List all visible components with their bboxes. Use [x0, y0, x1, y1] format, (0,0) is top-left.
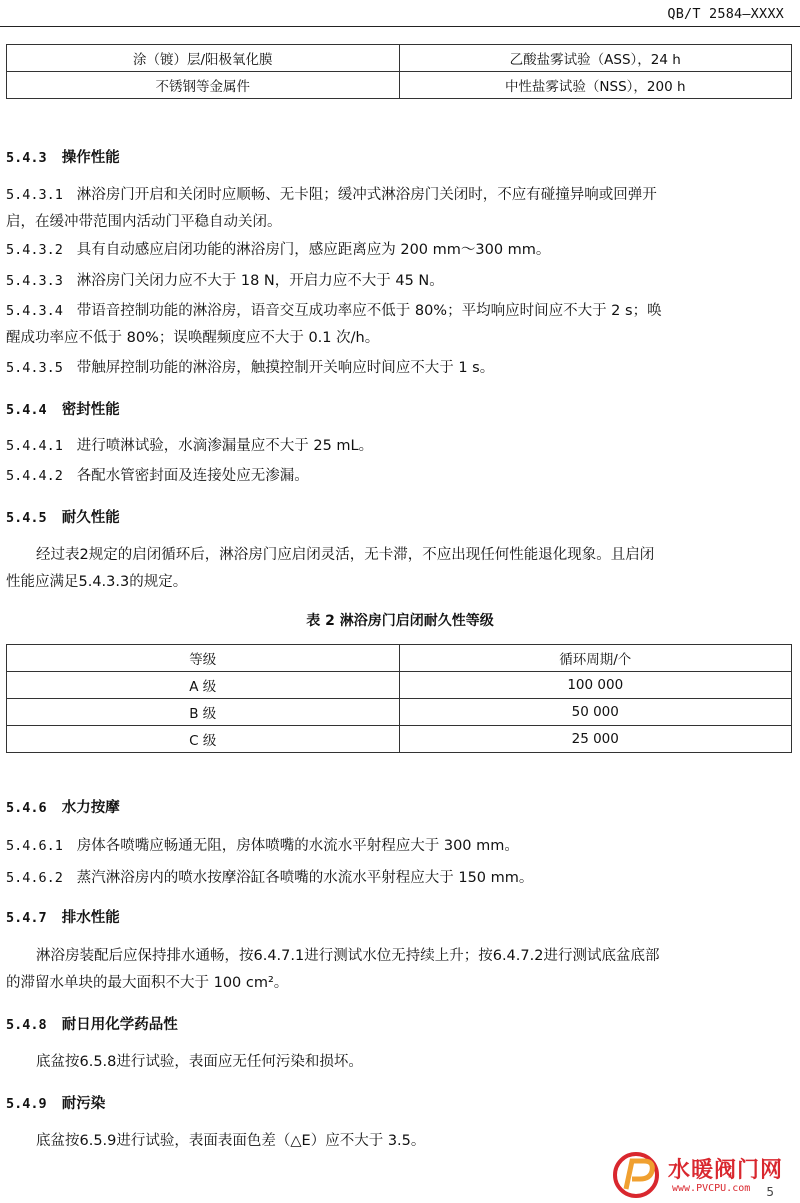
- paragraph-5-4-5: 经过表2规定的启闭循环后，淋浴房门应启闭灵活，无卡滞，不应出现任何性能退化现象。且启闭: [36, 547, 655, 563]
- table-2-caption: 表 2 淋浴房门启闭耐久性等级: [306, 613, 494, 629]
- page-number: 5: [766, 1185, 774, 1199]
- clause-5-4-3-1-cont: 启，在缓冲带范围内活动门平稳自动关闭。: [6, 214, 282, 230]
- table-cell: 50 000: [399, 699, 792, 726]
- durability-grade-table: [6, 644, 792, 753]
- paragraph-5-4-7-cont: 的滞留水单块的最大面积不大于 100 cm²。: [6, 975, 289, 991]
- section-heading-5-4-8: 5.4.8 耐日用化学药品性: [6, 1017, 178, 1033]
- clause-5-4-6-2: 5.4.6.2 蒸汽淋浴房内的喷水按摩浴缸各喷嘴的水流水平射程应大于 150 mm。: [6, 870, 534, 886]
- table-row: [7, 72, 792, 99]
- header-rule: [0, 26, 800, 27]
- table-row: [7, 672, 792, 699]
- table-row: [7, 45, 792, 72]
- clause-5-4-4-1: 5.4.4.1 进行喷淋试验，水滴渗漏量应不大于 25 mL。: [6, 438, 374, 454]
- corrosion-test-table: [6, 44, 792, 99]
- clause-5-4-4-2: 5.4.4.2 各配水管密封面及连接处应无渗漏。: [6, 468, 309, 484]
- document-code: QB/T 2584—XXXX: [667, 6, 784, 22]
- clause-5-4-6-1: 5.4.6.1 房体各喷嘴应畅通无阻，房体喷嘴的水流水平射程应大于 300 mm。: [6, 838, 519, 854]
- paragraph-5-4-5-cont: 性能应满足5.4.3.3的规定。: [6, 574, 188, 590]
- table-cell: 不锈钢等金属件: [7, 72, 400, 99]
- section-heading-5-4-4: 5.4.4 密封性能: [6, 402, 120, 418]
- table-cell: 中性盐雾试验（NSS），200 h: [399, 72, 792, 99]
- table-cell: A 级: [7, 672, 400, 699]
- table-cell: 25 000: [399, 726, 792, 753]
- section-heading-5-4-6: 5.4.6 水力按摩: [6, 800, 120, 816]
- table-cell: B 级: [7, 699, 400, 726]
- site-watermark-logo: [612, 1151, 792, 1199]
- paragraph-5-4-8: 底盆按6.5.8进行试验，表面应无任何污染和损坏。: [36, 1054, 363, 1070]
- clause-5-4-3-1: 5.4.3.1 淋浴房门开启和关闭时应顺畅、无卡阻；缓冲式淋浴房门关闭时，不应有碰撞异响或回弹开: [6, 187, 657, 203]
- clause-5-4-3-2: 5.4.3.2 具有自动感应启闭功能的淋浴房门，感应距离应为 200 mm～300 mm。: [6, 242, 551, 258]
- clause-5-4-3-3: 5.4.3.3 淋浴房门关闭力应不大于 18 N，开启力应不大于 45 N。: [6, 273, 444, 289]
- table-cell: 乙酸盐雾试验（ASS），24 h: [399, 45, 792, 72]
- column-header: 循环周期/个: [399, 645, 792, 672]
- section-heading-5-4-7: 5.4.7 排水性能: [6, 910, 120, 926]
- logo-url: www.PVCPU.com: [672, 1183, 751, 1194]
- table-cell: C 级: [7, 726, 400, 753]
- section-heading-5-4-5: 5.4.5 耐久性能: [6, 510, 120, 526]
- section-heading-5-4-9: 5.4.9 耐污染: [6, 1096, 106, 1112]
- logo-text: 水暖阀门网: [668, 1158, 784, 1183]
- clause-5-4-3-4-cont: 醒成功率应不低于 80%；误唤醒频度应不大于 0.1 次/h。: [6, 330, 380, 346]
- clause-5-4-3-5: 5.4.3.5 带触屏控制功能的淋浴房，触摸控制开关响应时间应不大于 1 s。: [6, 360, 495, 376]
- paragraph-5-4-9: 底盆按6.5.9进行试验，表面表面色差（△E）应不大于 3.5。: [36, 1133, 426, 1149]
- section-heading-5-4-3: 5.4.3 操作性能: [6, 150, 120, 166]
- table-header-row: [7, 645, 792, 672]
- pvc-logo-icon: [612, 1151, 664, 1199]
- table-cell: 100 000: [399, 672, 792, 699]
- table-cell: 涂（镀）层/阳极氧化膜: [7, 45, 400, 72]
- table-row: [7, 699, 792, 726]
- column-header: 等级: [7, 645, 400, 672]
- paragraph-5-4-7: 淋浴房装配后应保持排水通畅，按6.4.7.1进行测试水位无持续上升；按6.4.7.2进行测试底盆底部: [36, 948, 660, 964]
- table-row: [7, 726, 792, 753]
- clause-5-4-3-4: 5.4.3.4 带语音控制功能的淋浴房，语音交互成功率应不低于 80%；平均响应时间应不大于 2 s；唤: [6, 303, 662, 319]
